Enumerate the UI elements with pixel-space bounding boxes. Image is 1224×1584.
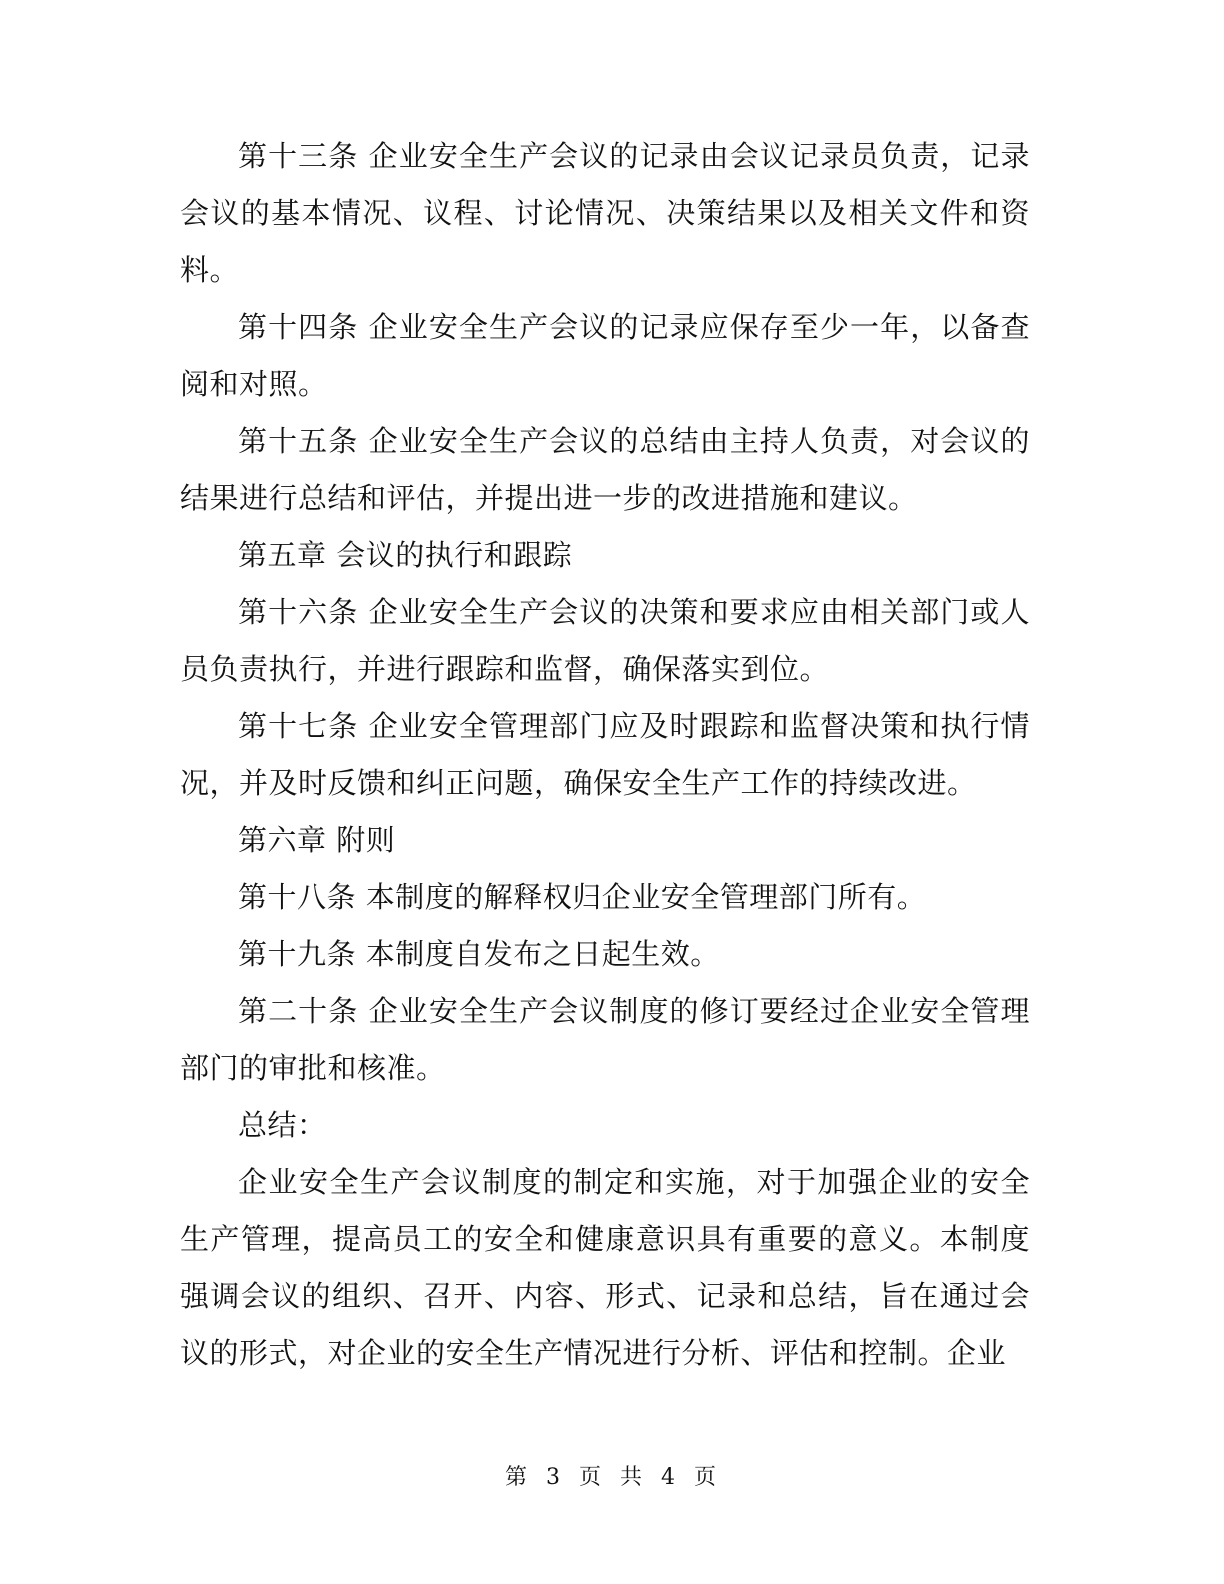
article-18: 第十八条 本制度的解释权归企业安全管理部门所有。 (238, 880, 927, 914)
page-number-footer: 第 3 页 共 4 页 (505, 1465, 719, 1490)
article-13: 第十三条 企业安全生产会议的记录由会议记录员负责，记录会议的基本情况、议程、讨论情况、决策结果以及相关文件和资料。 (180, 139, 1030, 287)
article-14: 第十四条 企业安全生产会议的记录应保存至少一年，以备查阅和对照。 (180, 310, 1030, 401)
summary-heading: 总结： (238, 1108, 327, 1142)
document-body (180, 128, 1030, 1382)
chapter-6-heading: 第六章 附则 (238, 823, 396, 857)
article-16: 第十六条 企业安全生产会议的决策和要求应由相关部门或人员负责执行，并进行跟踪和监督，确保落实到位。 (180, 595, 1030, 686)
chapter-5-heading: 第五章 会议的执行和跟踪 (238, 538, 573, 572)
summary-paragraph: 企业安全生产会议制度的制定和实施，对于加强企业的安全生产管理，提高员工的安全和健康意识具有重要的意义。本制度强调会议的组织、召开、内容、形式、记录和总结，旨在通过会议的形式，对企业的安全生产情况进行分析、评估和控制。企业 (180, 1165, 1030, 1370)
article-19: 第十九条 本制度自发布之日起生效。 (238, 937, 720, 971)
article-20: 第二十条 企业安全生产会议制度的修订要经过企业安全管理部门的审批和核准。 (180, 994, 1030, 1085)
article-15: 第十五条 企业安全生产会议的总结由主持人负责，对会议的结果进行总结和评估，并提出进一步的改进措施和建议。 (180, 424, 1030, 515)
article-17: 第十七条 企业安全管理部门应及时跟踪和监督决策和执行情况，并及时反馈和纠正问题，确保安全生产工作的持续改进。 (180, 709, 1030, 800)
